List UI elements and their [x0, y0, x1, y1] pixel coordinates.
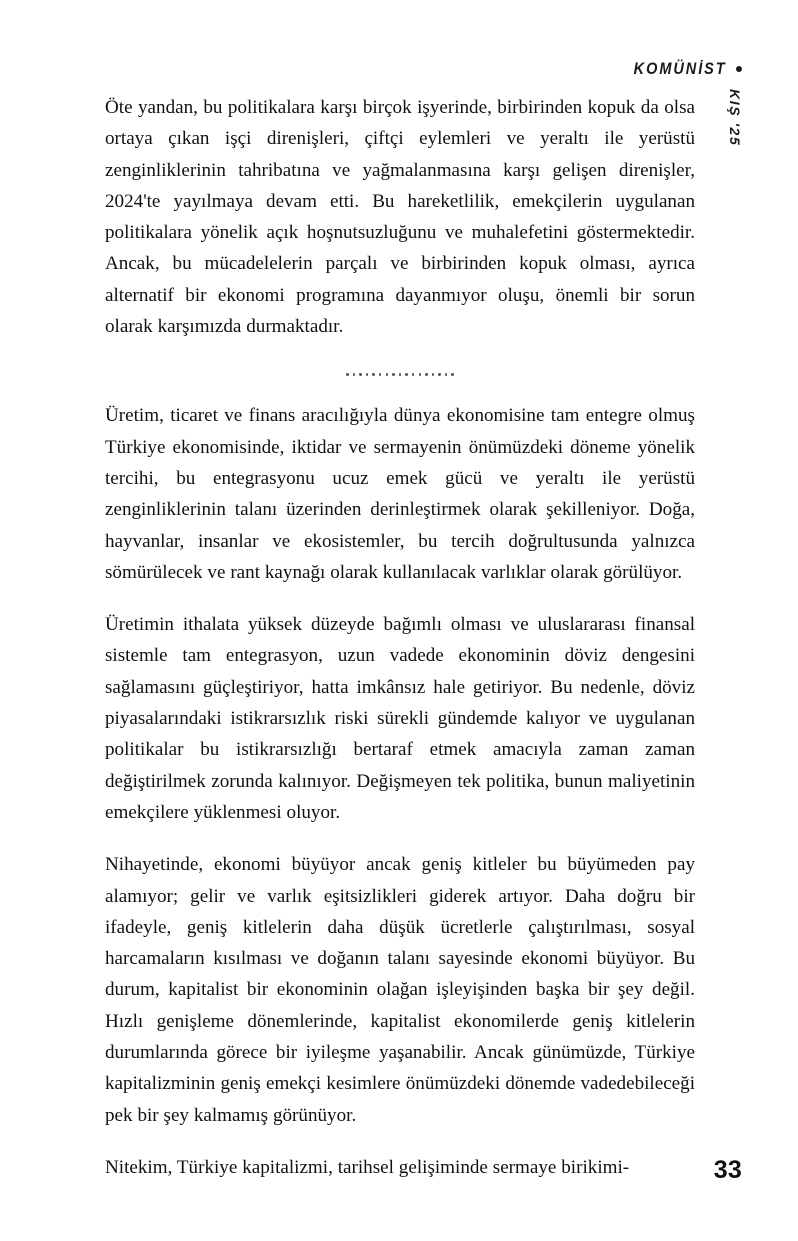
divider-dot-icon: [386, 373, 388, 375]
divider-dot-icon: [353, 373, 355, 375]
divider-dot-icon: [366, 373, 368, 375]
paragraph: Nitekim, Türkiye kapitalizmi, tarihsel gelişiminde sermaye birikimi-: [105, 1156, 630, 1178]
paragraph: Üretimin ithalata yüksek düzeyde bağımlı olması ve uluslararası finansal sistemle tam entegrasyon, uzun vadede ekonominin döviz dengesini sağlamasını güçleştiriyor, hatta imkânsız hale getiriyor. Bu nedenle, döviz piyasalarındaki istikrarsızlık riski sürekli gündemde kalıyor ve uygulanan politikalar bu istikrarsızlığı bertaraf etmek amacıyla zaman zaman değiştirilmek zorunda kalınıyor. Değişmeyen tek politika, bunun maliyetinin emekçilere yüklenmesi oluyor.: [105, 614, 695, 823]
paragraph: Nihayetinde, ekonomi büyüyor ancak geniş kitleler bu büyümeden pay alamıyor; gelir ve varlık eşitsizlikleri giderek artıyor. Daha doğru bir ifadeyle, geniş kitlelerin daha düşük ücretlerle çalıştırılması, sosyal harcamaların kısılması ve doğanın talanı sayesinde ekonomi büyüyor. Bu durum, kapitalist bir ekonominin olağan işleyişinden başka bir şey değil. Hızlı genişleme dönemlerinde, kapitalist ekonomilerde geniş kitlelerin durumlarında görece bir iyileşme yaşanabilir. Ancak günümüzde, Türkiye kapitalizminin geniş emekçi kesimlere önümüzdeki dönemde vadedebileceği pek bir şey kalmamış görünüyor.: [105, 854, 695, 1126]
divider-dot-icon: [346, 373, 348, 375]
divider-dot-icon: [445, 373, 447, 375]
divider-dot-icon: [399, 373, 401, 375]
bullet-dot-icon: [736, 66, 743, 73]
divider-dot-icon: [425, 373, 427, 375]
issue-marker: [726, 88, 748, 168]
divider-dot-icon: [379, 373, 381, 375]
body-text-column: [105, 92, 695, 1183]
running-head: [621, 56, 742, 82]
divider-dot-icon: [451, 373, 453, 375]
divider-dot-icon: [372, 373, 374, 375]
divider-dot-icon: [392, 373, 394, 375]
paragraph: Öte yandan, bu politikalara karşı birçok işyerinde, birbirinden kopuk da olsa ortaya çıkan işçi direnişleri, çiftçi eylemleri ve yeraltı ile yerüstü zenginliklerinin tahribatına ve yağmalanmasına karşı gelişen direnişler, 2024'te yayılmaya devam etti. Bu hareketlilik, emekçilerin uygulanan politikalara yönelik açık hoşnutsuzluğunu ve muhalefetini göstermektedir. Ancak, bu mücadelelerin parçalı ve birbirinden kopuk olması, ayrıca alternatif bir ekonomi programına dayanmıyor oluşu, önemli bir sorun olarak karşımızda durmaktadır.: [105, 97, 695, 338]
divider-dot-icon: [359, 373, 361, 375]
divider-dot-icon: [412, 373, 414, 375]
running-head-title: KOMÜNİST: [633, 59, 727, 78]
paragraph: Üretim, ticaret ve finans aracılığıyla dünya ekonomisine tam entegre olmuş Türkiye ekonomisinde, iktidar ve sermayenin önümüzdeki döneme yönelik tercihi, bu entegrasyonu ucuz emek gücü ve yeraltı ile yerüstü zenginliklerinin talanı üzerinden derinleştirmek olarak şekilleniyor. Doğa, hayvanlar, insanlar ve ekosistemler, bu tercih doğrultusunda yalnızca sömürülecek ve rant kaynağı olarak kullanılacak varlıklar olarak görülüyor.: [105, 405, 695, 583]
divider-dot-icon: [438, 373, 440, 375]
issue-label: KIŞ '25: [727, 89, 743, 147]
page-number: 33: [713, 1156, 742, 1184]
section-divider: [105, 363, 695, 385]
divider-dot-icon: [419, 373, 421, 375]
divider-dots: [346, 373, 454, 375]
divider-dot-icon: [405, 373, 407, 375]
divider-dot-icon: [432, 373, 434, 375]
